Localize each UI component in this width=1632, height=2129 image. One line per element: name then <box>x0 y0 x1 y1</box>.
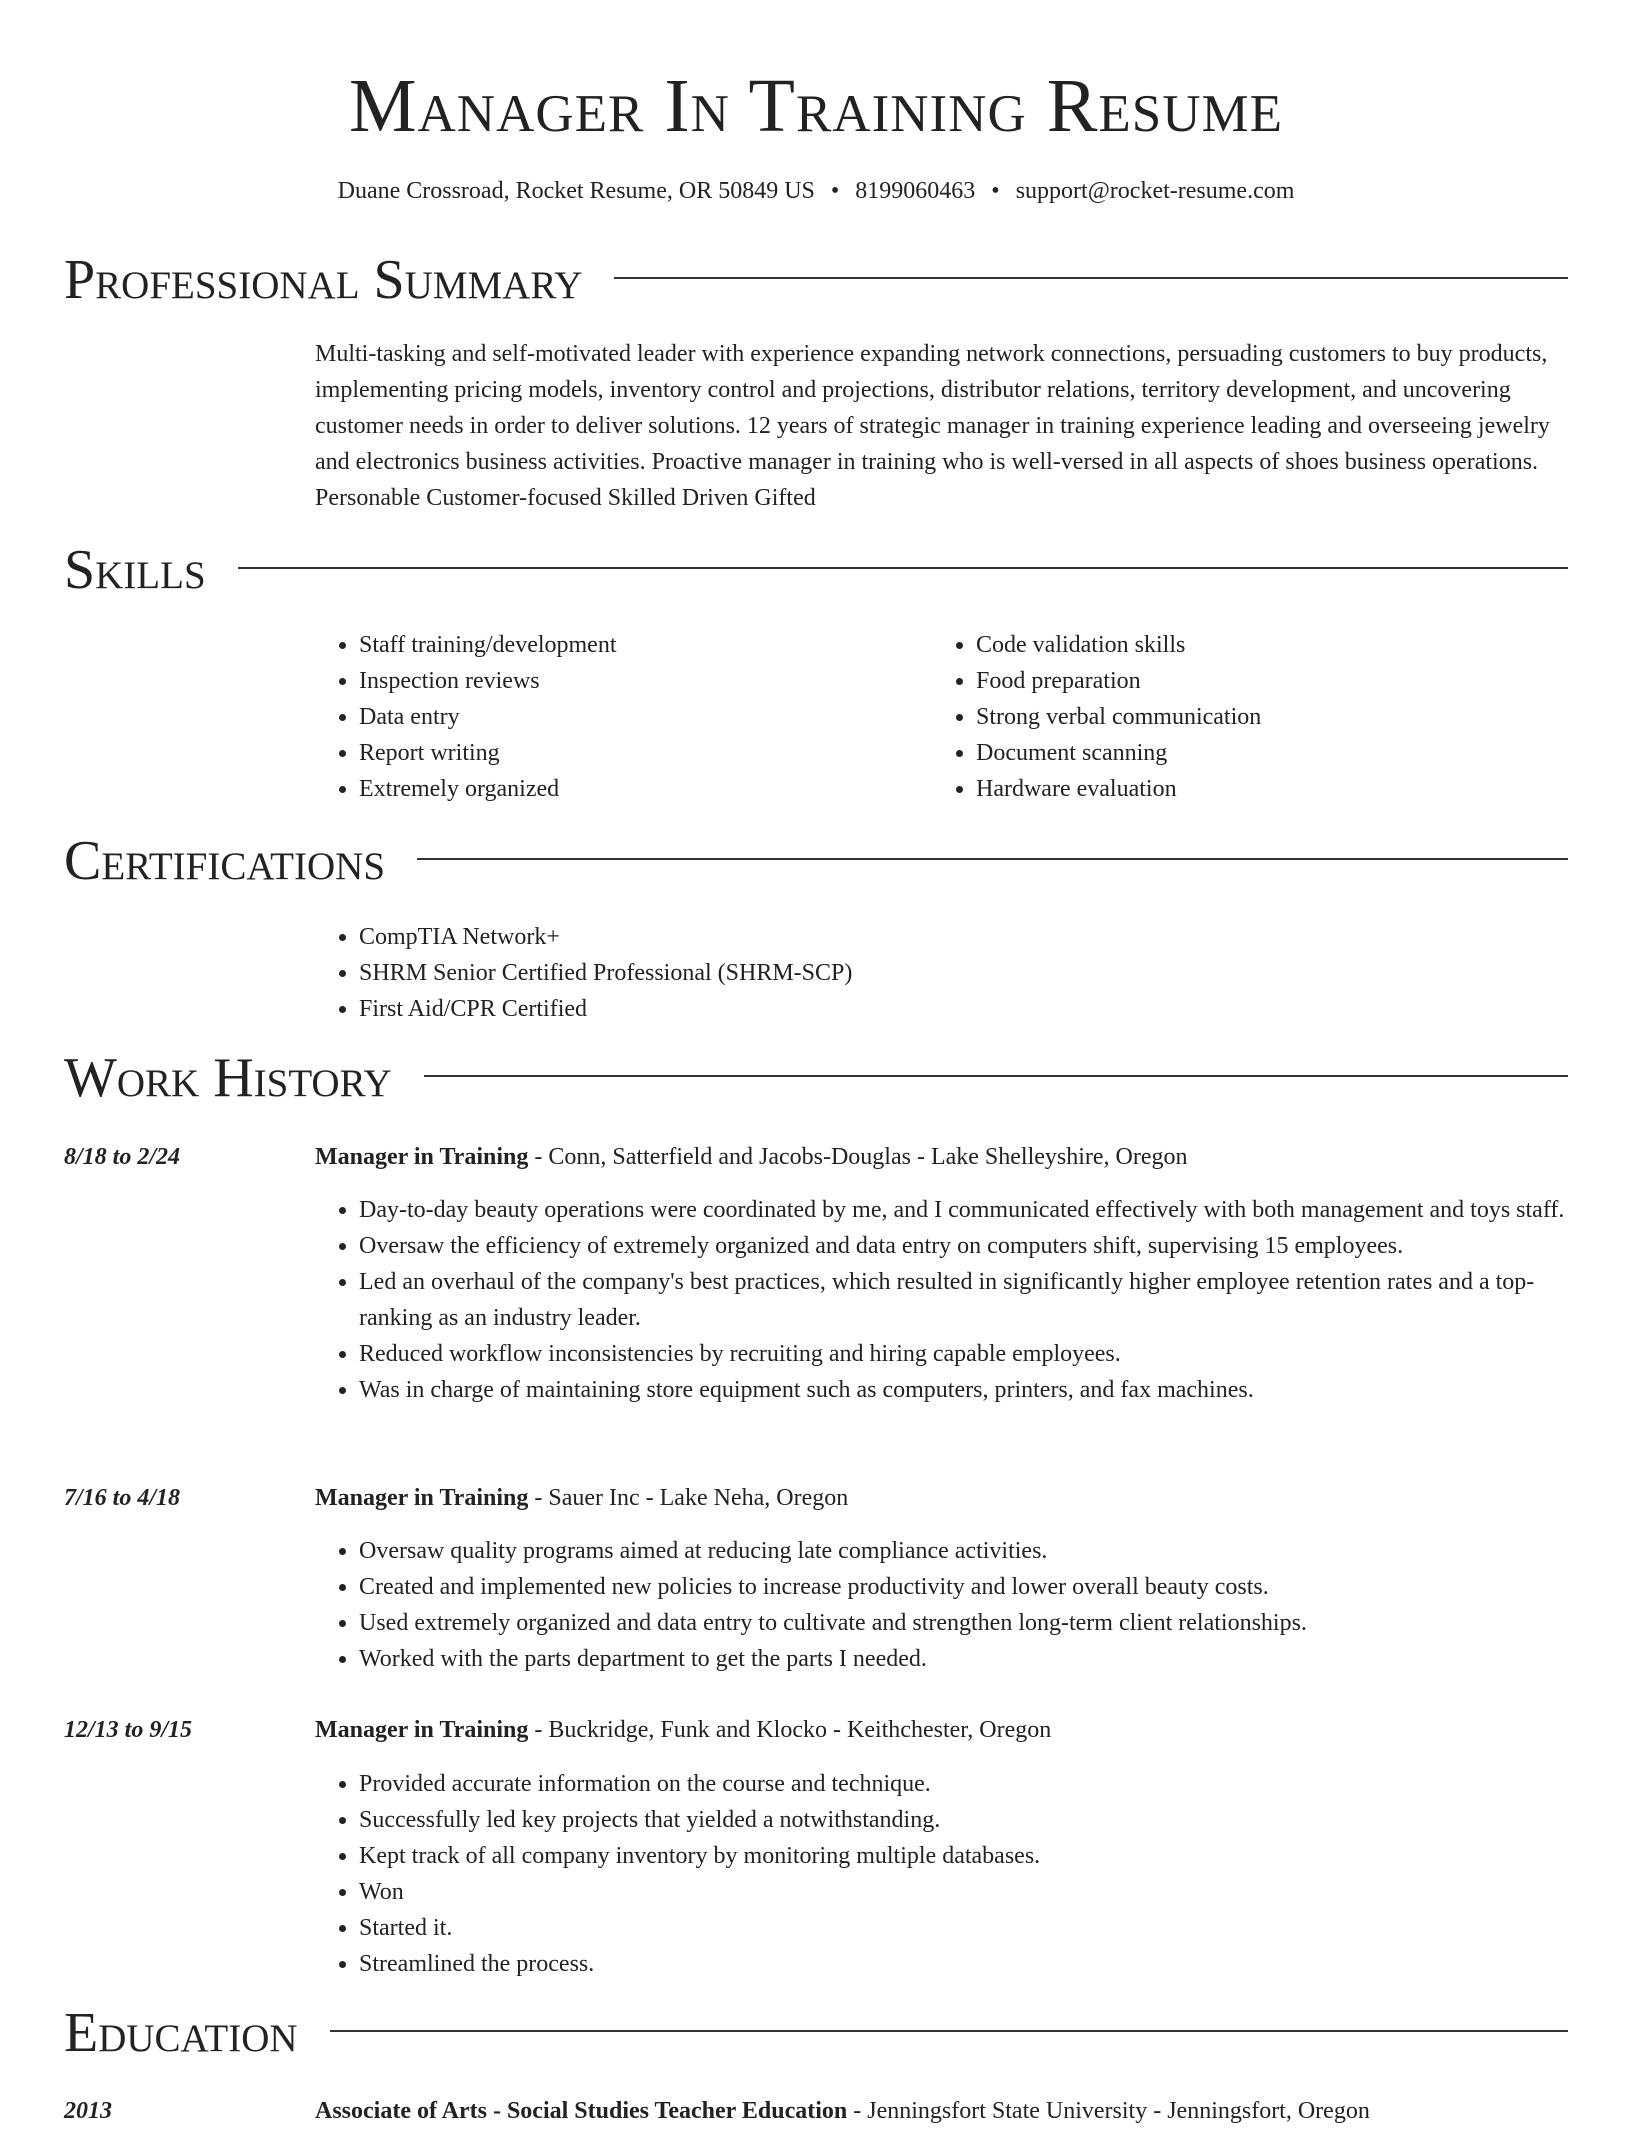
job-dates: 8/18 to 2/24 <box>64 1144 181 1170</box>
skill-item: • Data entry <box>359 699 875 735</box>
section-divider <box>614 277 1568 279</box>
contact-phone: 8199060463 <box>855 178 976 204</box>
job-details: - Sauer Inc - Lake Neha, Oregon <box>528 1485 849 1511</box>
contact-address: Duane Crossroad, Rocket Resume, OR 50849 US <box>337 178 815 204</box>
section-title: Skills <box>64 539 206 601</box>
job-bullet: • Streamlined the process. <box>359 1946 1575 1982</box>
certification-item: • First Aid/CPR Certified <box>359 991 1515 1027</box>
skill-item: • Strong verbal communication <box>976 699 1492 735</box>
job-bullet: • Day-to-day beauty operations were coordinated by me, and I communicated effectively with both management and toys staff. <box>359 1192 1575 1228</box>
section-divider <box>417 858 1568 860</box>
section-title: Certifications <box>64 830 386 892</box>
certification-item: • SHRM Senior Certified Professional (SHRM-SCP) <box>359 955 1515 991</box>
education-degree: Associate of Arts - Social Studies Teacher Education <box>315 2098 848 2124</box>
job-details: - Buckridge, Funk and Klocko - Keithchester, Oregon <box>528 1717 1052 1743</box>
job-bullet: • Reduced workflow inconsistencies by recruiting and hiring capable employees. <box>359 1336 1575 1372</box>
job-bullet: • Successfully led key projects that yielded a notwithstanding. <box>359 1802 1575 1838</box>
skill-item: • Food preparation <box>976 663 1492 699</box>
resume-title: Manager In Training Resume <box>348 64 1284 148</box>
contact-line <box>0 176 1632 206</box>
section-education-header <box>64 2003 1568 2063</box>
job-bullets <box>315 1533 1575 1677</box>
job-role: Manager in Training <box>315 1485 529 1511</box>
job-bullet: • Oversaw quality programs aimed at reducing late compliance activities. <box>359 1533 1575 1569</box>
job-dates: 7/16 to 4/18 <box>64 1485 181 1511</box>
section-title: Professional Summary <box>64 249 583 311</box>
job-heading <box>315 1139 1575 1175</box>
job-bullet: • Started it. <box>359 1910 1575 1946</box>
section-work-history-header <box>64 1048 1568 1108</box>
section-summary-header <box>64 250 1568 310</box>
job-heading <box>315 1480 1575 1516</box>
job-bullet: • Created and implemented new policies to increase productivity and lower overall beauty costs. <box>359 1569 1575 1605</box>
job-bullet: • Led an overhaul of the company's best practices, which resulted in significantly higher employee retention rates and a top-ranking as an industry leader. <box>359 1264 1575 1336</box>
section-divider <box>424 1075 1568 1077</box>
job-role: Manager in Training <box>315 1717 529 1743</box>
section-skills-header <box>64 540 1568 600</box>
skills-column-left <box>315 627 875 807</box>
summary-text: Multi-tasking and self-motivated leader with experience expanding network connections, persuading customers to buy products, implementing pricing models, inventory control and projections, distributor relations, territory development, and uncovering customer needs in order to deliver solutions. 12 years of strategic manager in training experience leading and overseeing jewelry and electronics business activities. Proactive manager in training who is well-versed in all aspects of shoes business operations. Personable Customer-focused Skilled Driven Gifted <box>315 341 1550 511</box>
job-bullet: • Provided accurate information on the course and technique. <box>359 1766 1575 1802</box>
skill-item: • Report writing <box>359 735 875 771</box>
job-bullet: • Used extremely organized and data entry to cultivate and strengthen long-term client relationships. <box>359 1605 1575 1641</box>
job-bullets <box>315 1766 1575 1982</box>
job-heading <box>315 1712 1575 1748</box>
skill-item: • Extremely organized <box>359 771 875 807</box>
skill-item: • Hardware evaluation <box>976 771 1492 807</box>
section-certifications-header <box>64 831 1568 891</box>
job-bullet: • Kept track of all company inventory by monitoring multiple databases. <box>359 1838 1575 1874</box>
education-year: 2013 <box>64 2098 112 2124</box>
certification-item: • CompTIA Network+ <box>359 919 1515 955</box>
skill-item: • Code validation skills <box>976 627 1492 663</box>
skill-item: • Inspection reviews <box>359 663 875 699</box>
job-dates: 12/13 to 9/15 <box>64 1717 193 1743</box>
job-bullet: • Won <box>359 1874 1575 1910</box>
skill-item: • Staff training/development <box>359 627 875 663</box>
contact-separator: • <box>830 178 840 204</box>
section-divider <box>238 567 1568 569</box>
education-details: - Jenningsfort State University - Jenningsfort, Oregon <box>847 2098 1370 2124</box>
section-title: Work History <box>64 1047 392 1109</box>
contact-separator: • <box>991 178 1000 204</box>
section-title: Education <box>64 2002 298 2064</box>
job-role: Manager in Training <box>315 1144 529 1170</box>
job-bullet: • Oversaw the efficiency of extremely organized and data entry on computers shift, supervising 15 employees. <box>359 1228 1575 1264</box>
skills-column-right <box>932 627 1492 807</box>
contact-email: support@rocket-resume.com <box>1015 178 1295 204</box>
certifications-list <box>315 919 1515 1027</box>
job-bullet: • Worked with the parts department to get the parts I needed. <box>359 1641 1575 1677</box>
section-divider <box>330 2030 1568 2032</box>
job-details: - Conn, Satterfield and Jacobs-Douglas - Lake Shelleyshire, Oregon <box>528 1144 1188 1170</box>
skill-item: • Document scanning <box>976 735 1492 771</box>
job-bullet: • Was in charge of maintaining store equipment such as computers, printers, and fax machines. <box>359 1372 1575 1408</box>
job-bullets <box>315 1192 1575 1408</box>
education-heading <box>315 2093 1575 2129</box>
